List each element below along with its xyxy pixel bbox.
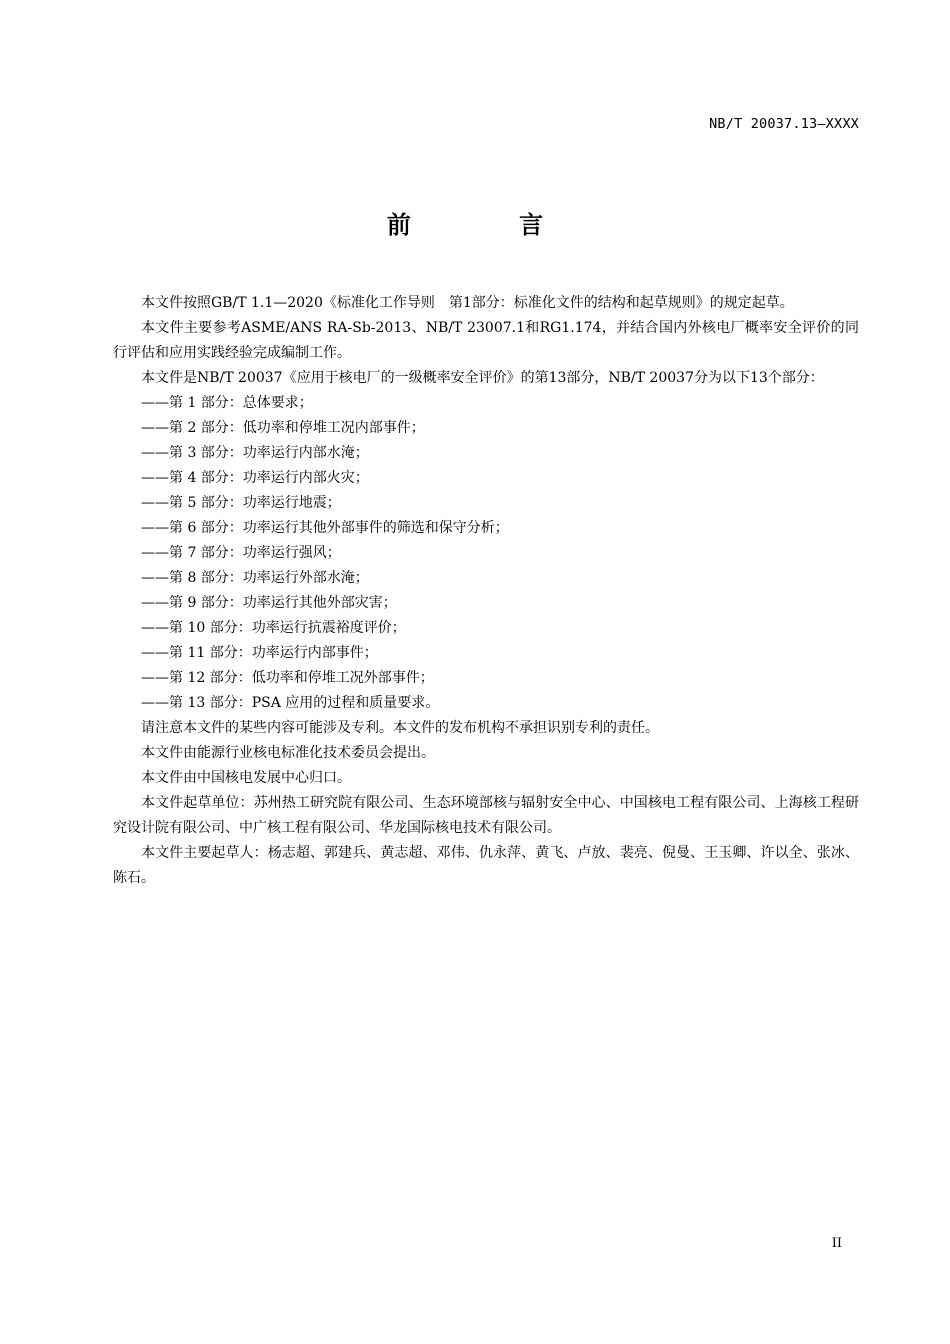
list-item: ——第 9 部分：功率运行其他外部灾害； xyxy=(141,595,397,611)
list-item: ——第 10 部分：功率运行抗震裕度评价； xyxy=(141,620,406,636)
list-item: ——第 6 部分：功率运行其他外部事件的筛选和保守分析； xyxy=(141,520,509,536)
paragraph-drafting-units: 本文件起草单位：苏州热工研究院有限公司、生态环境部核与辐射安全中心、中国核电工程有限公司、上海核工程研究设计院有限公司、中广核工程有限公司、华龙国际核电技术有限公司。 xyxy=(113,795,859,836)
paragraph-drafters: 本文件主要起草人：杨志超、郭建兵、黄志超、邓伟、仇永萍、黄飞、卢放、裴亮、倪曼、王玉卿、许以全、张冰、陈石。 xyxy=(113,845,859,886)
list-item: ——第 7 部分：功率运行强风； xyxy=(141,545,341,561)
paragraph-proposer: 本文件由能源行业核电标准化技术委员会提出。 xyxy=(141,745,435,761)
page-number: II xyxy=(831,1236,842,1251)
list-item: ——第 8 部分：功率运行外部水淹； xyxy=(141,570,369,586)
list-item: ——第 2 部分：低功率和停堆工况内部事件； xyxy=(141,420,425,436)
paragraph-patent-notice: 请注意本文件的某些内容可能涉及专利。本文件的发布机构不承担识别专利的责任。 xyxy=(141,720,659,736)
parts-list xyxy=(113,391,859,716)
list-item: ——第 12 部分：低功率和停堆工况外部事件； xyxy=(141,670,434,686)
foreword-body xyxy=(113,291,859,891)
list-item: ——第 3 部分：功率运行内部水淹； xyxy=(141,445,369,461)
list-item: ——第 13 部分：PSA 应用的过程和质量要求。 xyxy=(141,695,440,711)
document-code: NB/T 20037.13—XXXX xyxy=(709,116,859,132)
list-item: ——第 11 部分：功率运行内部事件； xyxy=(141,645,378,661)
list-item: ——第 4 部分：功率运行内部火灾； xyxy=(141,470,369,486)
paragraph-references: 本文件主要参考ASME/ANS RA-Sb-2013、NB/T 23007.1和RG1.174，并结合国内外核电厂概率安全评价的同行评估和应用实践经验完成编制工作。 xyxy=(113,320,859,361)
page-title: 前 言 xyxy=(386,211,594,239)
paragraph-administrator: 本文件由中国核电发展中心归口。 xyxy=(141,770,351,786)
paragraph-drafting-rules: 本文件按照GB/T 1.1—2020《标准化工作导则 第1部分：标准化文件的结构和起草规则》的规定起草。 xyxy=(141,295,794,311)
list-item: ——第 1 部分：总体要求； xyxy=(141,395,313,411)
paragraph-series-intro: 本文件是NB/T 20037《应用于核电厂的一级概率安全评价》的第13部分，NB/T 20037分为以下13个部分： xyxy=(141,370,824,386)
list-item: ——第 5 部分：功率运行地震； xyxy=(141,495,341,511)
